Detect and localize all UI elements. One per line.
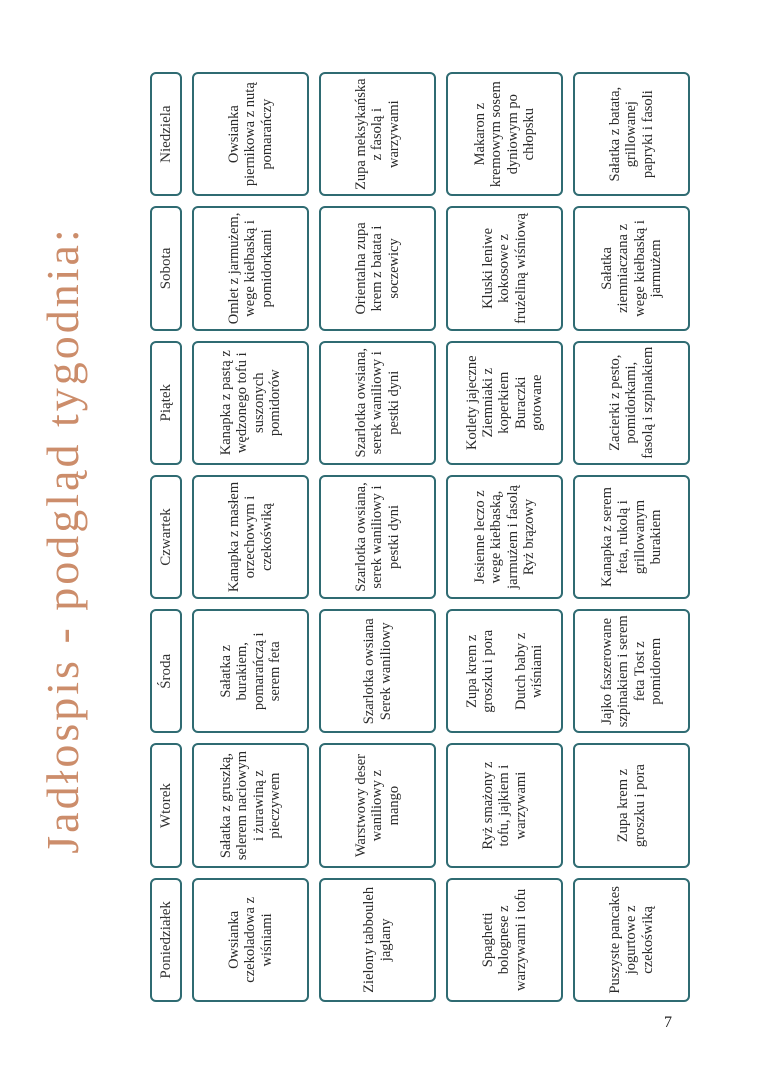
meal-cell: Omlet z jarmużem, wege kiełbaską i pomidorkami bbox=[192, 206, 309, 330]
meal-cell: Sałatka z gruszką, selerem naciowym i żurawiną z pieczywem bbox=[192, 743, 309, 867]
meal-cell: Zielony tabbouleh jaglany bbox=[319, 878, 436, 1002]
meal-cell: Ryż smażony z tofu, jajkiem i warzywami bbox=[446, 743, 563, 867]
meal-cell: Jesienne leczo z wege kiełbaską, jarmużem i fasolą Ryż brązowy bbox=[446, 475, 563, 599]
meal-cell: Orientalna zupa krem z batata i soczewicy bbox=[319, 206, 436, 330]
meal-cell: Kanapka z pastą z wędzonego tofu i suszonych pomidorów bbox=[192, 341, 309, 465]
meal-cell: Jajko faszerowane szpinakiem i serem feta Tost z pomidorem bbox=[573, 609, 690, 733]
meal-cell: Zupa meksykańska z fasolą i warzywami bbox=[319, 72, 436, 196]
meal-cell: Kluski leniwe kokosowe z frużeliną wiśniową bbox=[446, 206, 563, 330]
meal-plan-grid bbox=[150, 72, 690, 1002]
meal-cell: Szarlotka owsiana, serek waniliowy i pestki dyni bbox=[319, 475, 436, 599]
day-header: Środa bbox=[150, 609, 182, 733]
meal-cell: Zacierki z pesto, pomidorkami, fasolą i szpinakiem bbox=[573, 341, 690, 465]
meal-cell: Zupa krem z groszku i pora bbox=[573, 743, 690, 867]
meal-cell: Sałatka ziemniaczana z wege kiełbaską i jarmużem bbox=[573, 206, 690, 330]
meal-cell: Kanapka z serem feta, rukolą i grillowanym burakiem bbox=[573, 475, 690, 599]
meal-cell: Sałatka z burakiem, pomarańczą i serem feta bbox=[192, 609, 309, 733]
day-header: Sobota bbox=[150, 206, 182, 330]
meal-cell: Kotlety jajeczne Ziemniaki z koperkiem Buraczki gotowane bbox=[446, 341, 563, 465]
meal-cell: Szarlotka owsiana Serek waniliowy bbox=[319, 609, 436, 733]
meal-cell: Zupa krem z groszku i pora Dutch baby z wiśniami bbox=[446, 609, 563, 733]
day-header: Czwartek bbox=[150, 475, 182, 599]
day-header: Piątek bbox=[150, 341, 182, 465]
meal-cell: Warstwowy deser waniliowy z mango bbox=[319, 743, 436, 867]
meal-cell: Spaghetti bolognese z warzywami i tofu bbox=[446, 878, 563, 1002]
meal-cell: Kanapka z masłem orzechowym i czekoświką bbox=[192, 475, 309, 599]
day-header: Niedziela bbox=[150, 72, 182, 196]
meal-cell: Owsianka czekoladowa z wiśniami bbox=[192, 878, 309, 1002]
page-title: Jadłospis - podgląd tygodnia: bbox=[37, 226, 88, 854]
meal-cell: Owsianka piernikowa z nutą pomarańczy bbox=[192, 72, 309, 196]
meal-cell: Szarlotka owsiana, serek waniliowy i pestki dyni bbox=[319, 341, 436, 465]
meal-cell: Makaron z kremowym sosem dyniowym po chłopsku bbox=[446, 72, 563, 196]
day-header: Poniedziałek bbox=[150, 878, 182, 1002]
day-header: Wtorek bbox=[150, 743, 182, 867]
page-number: 7 bbox=[664, 1014, 672, 1031]
meal-cell: Puszyste pancakes jogurtowe z czekoświką bbox=[573, 878, 690, 1002]
meal-cell: Sałatka z batata, grillowanej papryki i fasoli bbox=[573, 72, 690, 196]
